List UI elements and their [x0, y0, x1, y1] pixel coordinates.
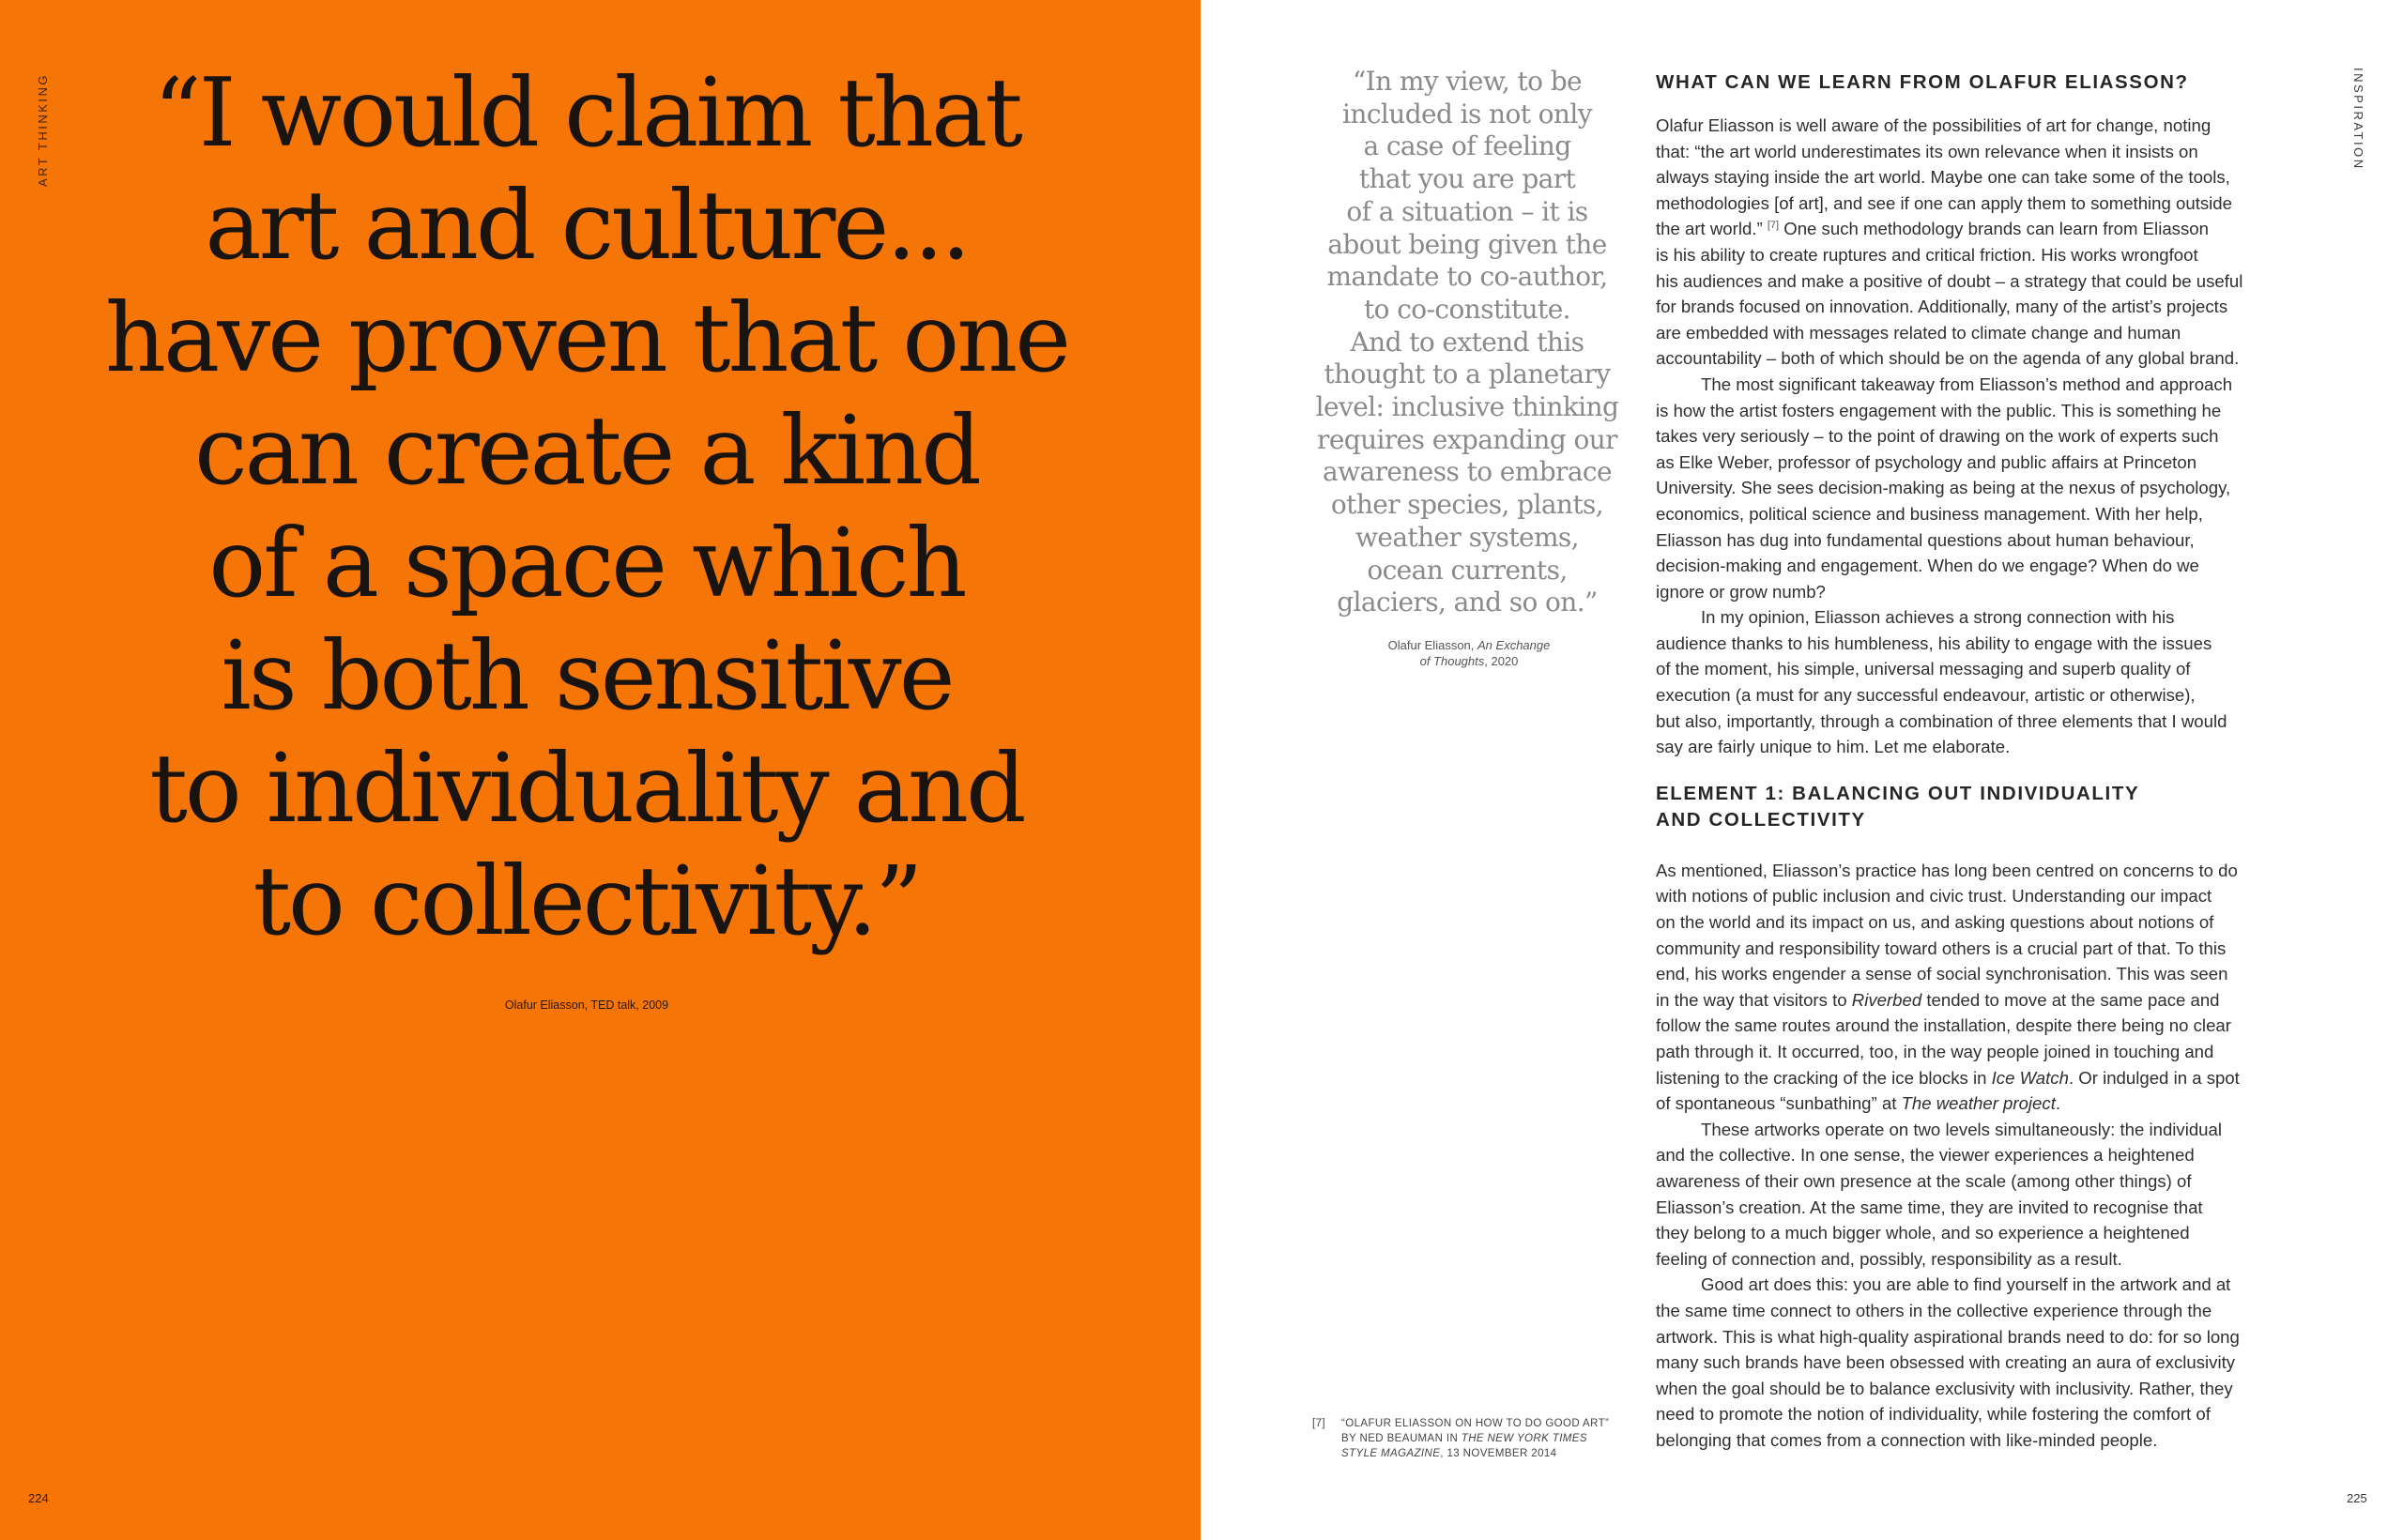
- side-quote-line: of a situation – it is: [1346, 195, 1588, 227]
- side-quote-line: included is not only: [1342, 98, 1592, 130]
- attribution-author: Olafur Eliasson,: [1387, 638, 1475, 652]
- article-body: [1656, 69, 2322, 1454]
- pull-quote-line: art and culture...: [205, 170, 969, 281]
- section-heading: WHAT CAN WE LEARN FROM OLAFUR ELIASSON?: [1656, 71, 2189, 93]
- side-quote-line: a case of feeling: [1363, 130, 1571, 162]
- paragraph-1: Olafur Eliasson is well aware of the possibilities of art for change, noting that: “the art world underestimates its own relevance when it insists on always staying inside the art world. Maybe one can take some of the tools, methodologies [of art], and see if one can apply them to something outside the art world.” [7] One such methodology brands can learn from Eliasson is his ability to create ruptures and critical friction. His works wrongfoot his audiences and make a positive of doubt – a strategy that could be useful for brands focused on innovation. Additionally, many of the artist’s projects are embedded with messages related to climate change and human accountability – both of which should be on the agenda of any global brand.: [1656, 115, 2243, 369]
- paragraph-6: Good art does this: you are able to find yourself in the artwork and at the same time connect to others in the collective experience through the artwork. This is what high-quality aspirational brands need to do: for so long many such brands have been obsessed with creating an aura of exclusivity when the goal should be to balance exclusivity with inclusivity. Rather, they need to promote the notion of individuality, while fostering the comfort of belonging that comes from a connection with like-minded people.: [1656, 1274, 2240, 1450]
- side-quote-line: weather systems,: [1355, 521, 1579, 553]
- side-quote-line: “In my view, to be: [1352, 66, 1583, 97]
- side-quote-line: ocean currents,: [1367, 554, 1568, 586]
- side-quote-line: awareness to embrace: [1323, 456, 1612, 488]
- subsection-heading: ELEMENT 1: BALANCING OUT INDIVIDUALITY AND COLLECTIVITY: [1656, 782, 2140, 831]
- page-number-left: 224: [28, 1491, 49, 1505]
- pull-quote-line: “I would claim that: [153, 57, 1020, 168]
- footnote-line: BY NED BEAUMAN IN THE NEW YORK TIMES: [1341, 1433, 1587, 1444]
- side-quote-line: requires expanding our: [1317, 423, 1617, 455]
- pull-quote-line: to collectivity.”: [253, 846, 921, 956]
- artwork-title: Ice Watch: [1991, 1067, 2069, 1088]
- side-quote-line: mandate to co-author,: [1326, 261, 1608, 293]
- side-quote-line: other species, plants,: [1330, 489, 1604, 521]
- running-head-inspiration: INSPIRATION: [2351, 68, 2365, 171]
- pull-quote-line: is both sensitive: [221, 620, 953, 731]
- page-number-right: 225: [2347, 1491, 2367, 1505]
- paragraph-3: In my opinion, Eliasson achieves a strong connection with his audience thanks to his humbleness, his ability to engage with the issues of the moment, his simple, universal messaging and superb quality of execution (a must for any successful endeavour, artistic or otherwise), but also, importantly, through a combination of three elements that I would say are fairly unique to him. Let me elaborate.: [1656, 607, 2227, 757]
- artwork-title: The weather project: [1901, 1093, 2056, 1114]
- footnote-ref: [7]: [1767, 220, 1780, 232]
- pull-quote-line: can create a kind: [194, 395, 979, 506]
- left-page: [0, 0, 1201, 1540]
- footnote: [1312, 1416, 1650, 1461]
- side-quote-attribution: [1338, 637, 1600, 669]
- side-quote-line: about being given the: [1327, 228, 1607, 260]
- paragraph-4: As mentioned, Eliasson’s practice has long been centred on concerns to do with notions of public inclusion and civic trust. Understanding our impact on the world and its impact on us, and asking questions about notions of community and responsibility toward others is a crucial part of that. To this end, his works engender a sense of social synchronisation. This was seen in the way that visitors to Riverbed tended to move at the same pace and follow the same routes around the installation, despite there being no clear path through it. It occurred, too, in the way people joined in touching and listening to the cracking of the ice blocks in Ice Watch. Or indulged in a spot of spontaneous “sunbathing” at The weather project.: [1656, 860, 2240, 1114]
- footnote-line: STYLE MAGAZINE, 13 NOVEMBER 2014: [1341, 1448, 1557, 1459]
- attribution-title: An Exchange: [1477, 638, 1551, 652]
- footnote-line: “OLAFUR ELIASSON ON HOW TO DO GOOD ART”: [1341, 1418, 1610, 1429]
- side-quote-line: that you are part: [1358, 163, 1576, 195]
- pull-quote-line: to individuality and: [149, 733, 1024, 844]
- attribution-year: , 2020: [1484, 654, 1519, 668]
- footnote-body: [1341, 1416, 1650, 1461]
- side-quote-line: level: inclusive thinking: [1315, 391, 1619, 423]
- footnote-number: [7]: [1312, 1418, 1325, 1429]
- artwork-title: Riverbed: [1851, 989, 1922, 1010]
- paragraph-2: The most significant takeaway from Eliasson’s method and approach is how the artist fosters engagement with the public. This is something he takes very seriously – to the point of drawing on the work of experts such as Elke Weber, professor of psychology and public affairs at Princeton University. She sees decision-making as being at the nexus of psychology, economics, political science and business management. With her help, Eliasson has dug into fundamental questions about human behaviour, decision-making and engagement. When do we engage? When do we ignore or grow numb?: [1656, 374, 2233, 602]
- pull-quote-line: of a space which: [208, 508, 965, 618]
- side-quote-line: to co-constitute.: [1364, 293, 1570, 325]
- attribution-title-cont: of Thoughts: [1419, 654, 1485, 668]
- side-quote-line: thought to a planetary: [1324, 358, 1611, 390]
- side-quote-line: glaciers, and so on.”: [1337, 587, 1598, 618]
- pull-quote-line: have proven that one: [104, 282, 1069, 393]
- pull-quote-attribution: Olafur Eliasson, TED talk, 2009: [504, 999, 669, 1012]
- side-quote-line: And to extend this: [1350, 326, 1584, 358]
- paragraph-5: These artworks operate on two levels simultaneously: the individual and the collective. In one sense, the viewer experiences a heightened awareness of their own presence at the scale (among other things) of Eliasson’s creation. At the same time, they are invited to recognise that they belong to a much bigger whole, and so experience a heightened feeling of connection and, possibly, responsibility as a result.: [1656, 1119, 2222, 1269]
- side-quote: [1308, 66, 1627, 619]
- running-head-art-thinking: ART THINKING: [36, 73, 50, 188]
- pull-quote-large: [89, 56, 1084, 957]
